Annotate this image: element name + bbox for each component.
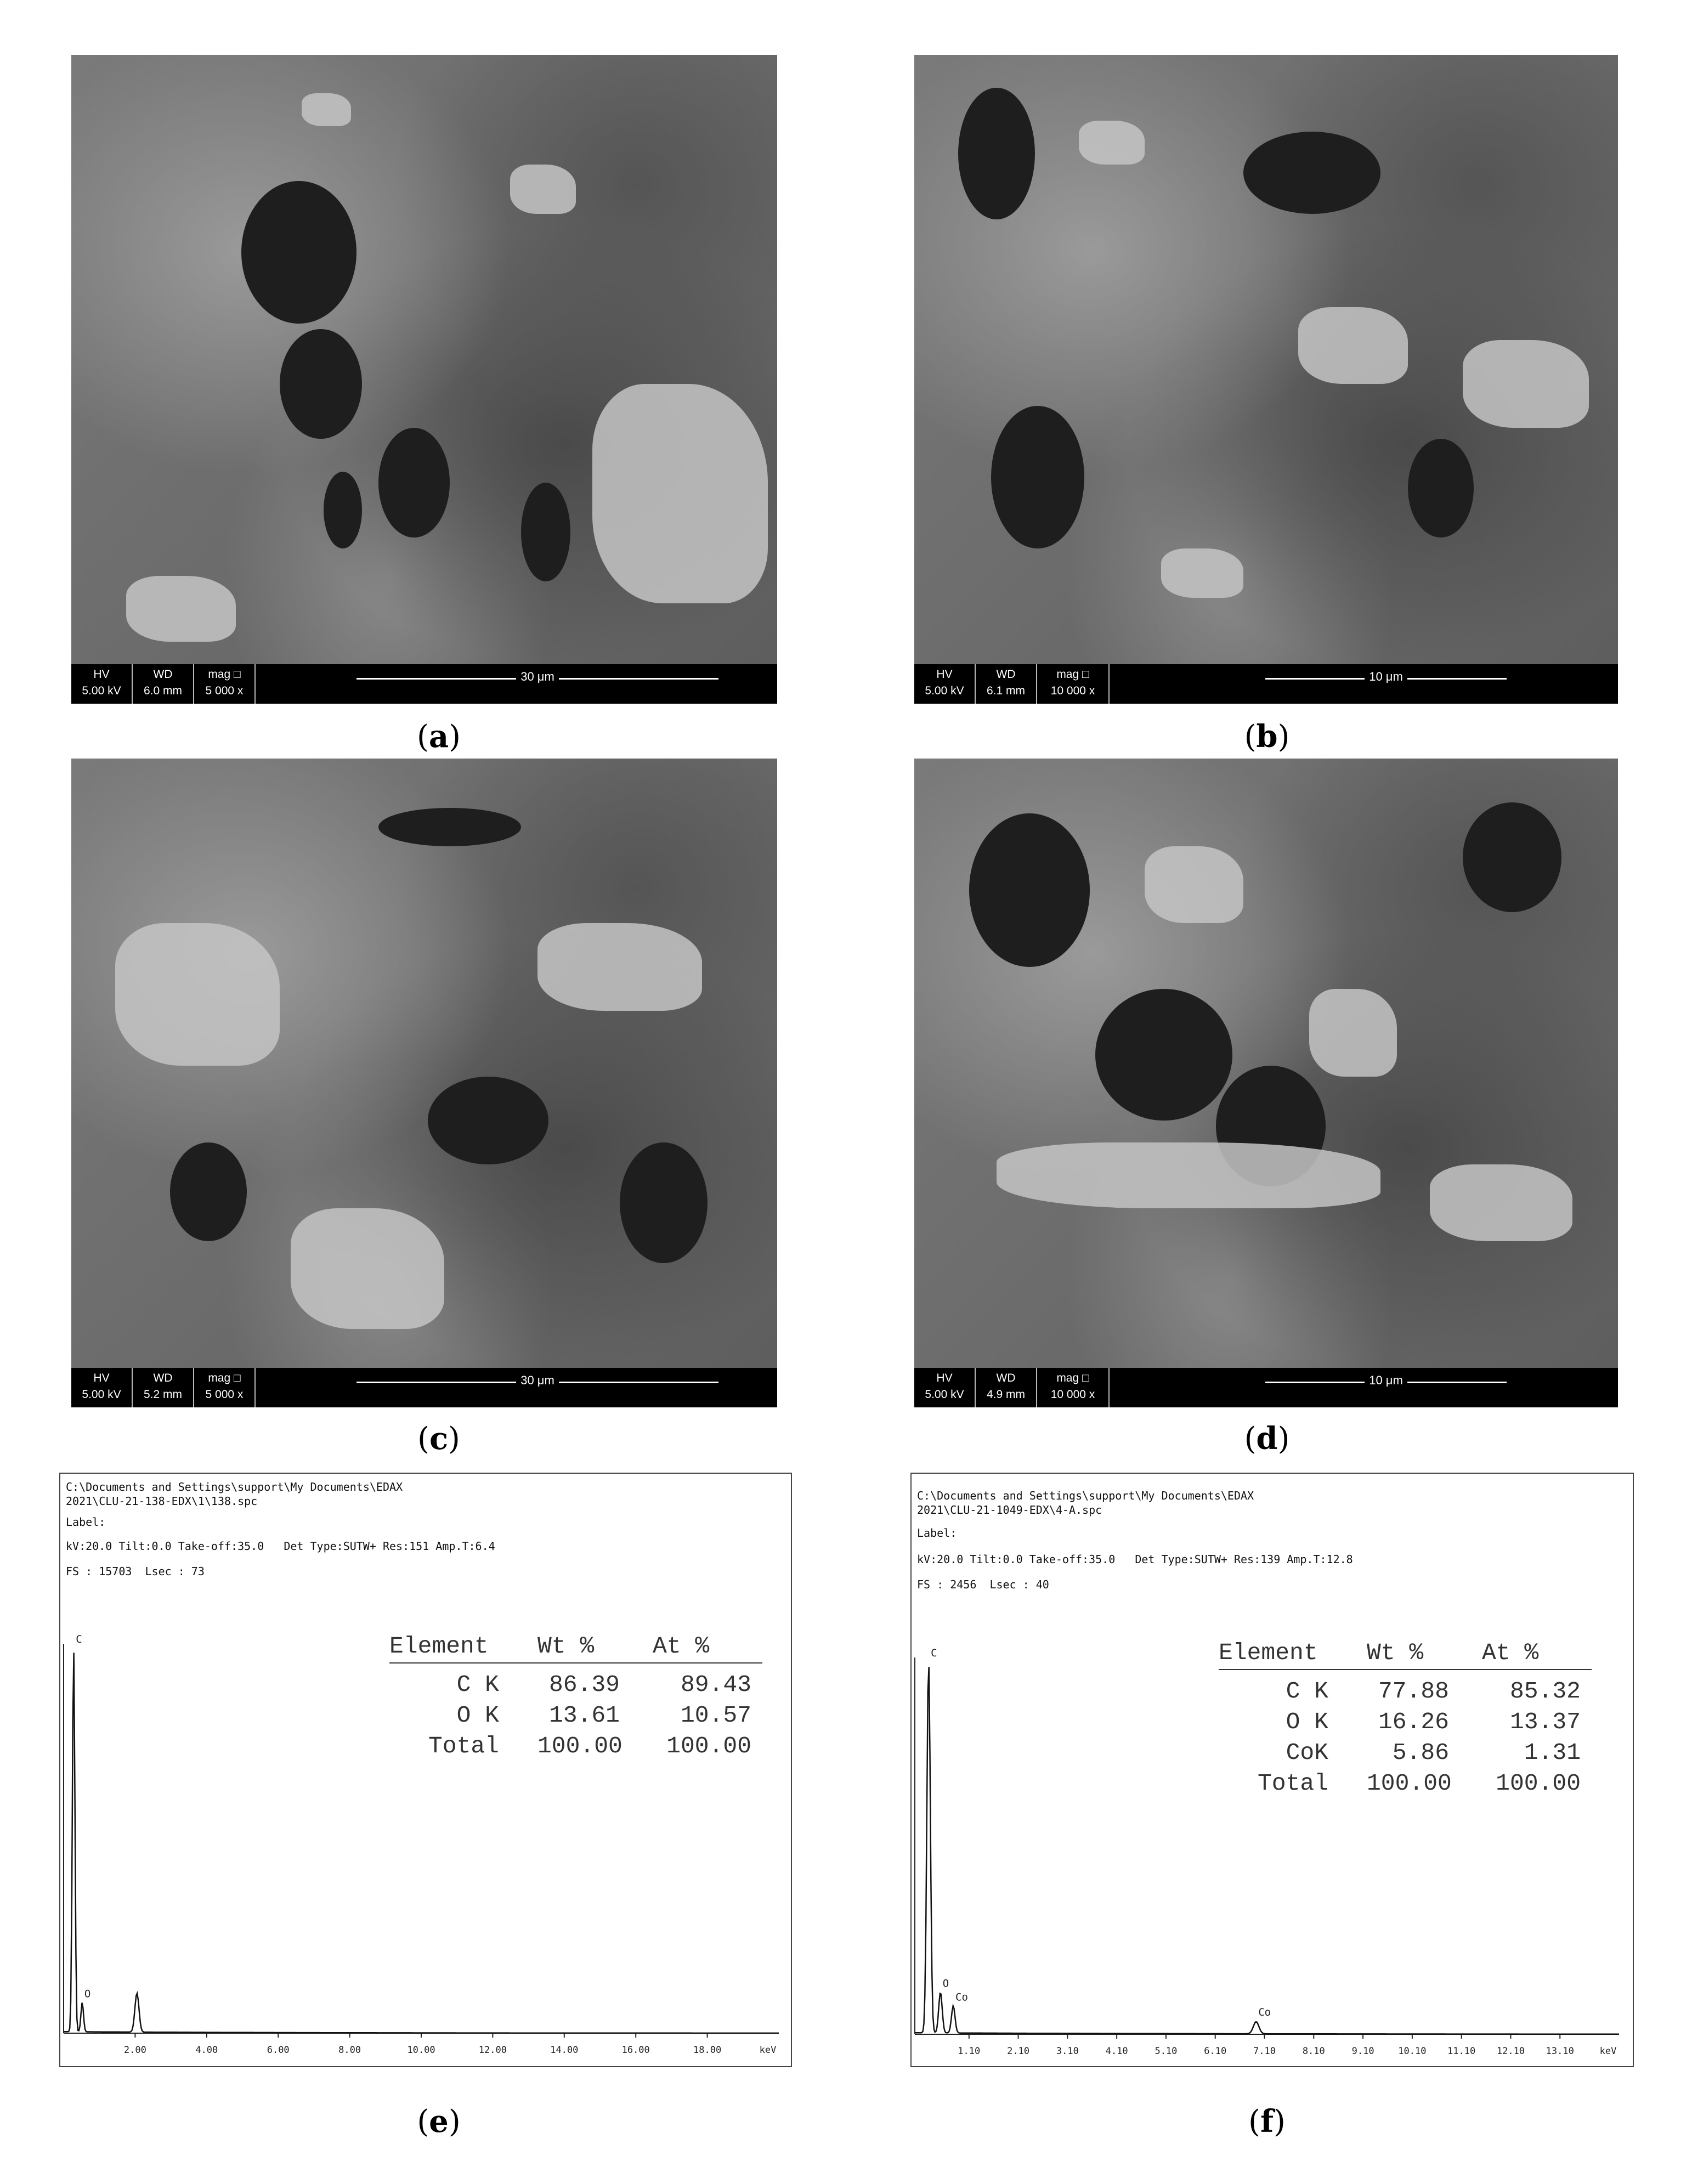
hv-label: HV — [93, 1372, 110, 1384]
sem-panel-a — [71, 55, 777, 704]
sem-info-bar-a — [71, 664, 777, 704]
x-tick-label: 2.10 — [1007, 2046, 1030, 2057]
mag-value: 5 000 x — [205, 1388, 244, 1401]
caption-c: (c) — [417, 1421, 460, 1457]
peak-label: Co — [955, 1991, 968, 2004]
edx-path-line-1: C:\Documents and Settings\support\My Documents\EDAX — [917, 1489, 1254, 1502]
caption-b: (b) — [1244, 718, 1290, 755]
edx-spectrum-chart — [60, 1474, 791, 2066]
mag-label: mag □ — [208, 668, 241, 681]
edx-panel-e — [59, 1473, 792, 2067]
table-cell: 13.37 — [1509, 1708, 1581, 1735]
sem-panel-b — [914, 55, 1618, 704]
table-cell: 100.00 — [666, 1733, 751, 1759]
sem-panel-d — [914, 759, 1618, 1407]
edx-path-line-2: 2021\CLU-21-1049-EDX\4-A.spc — [917, 1503, 1102, 1517]
x-tick-label: 12.10 — [1496, 2046, 1525, 2057]
table-header-cell: Element — [389, 1633, 489, 1660]
table-cell: 77.88 — [1378, 1678, 1449, 1705]
table-cell: 5.86 — [1392, 1739, 1449, 1766]
x-tick-label: 13.10 — [1546, 2046, 1574, 2057]
hv-label: HV — [936, 1372, 953, 1384]
table-cell: 100.00 — [1367, 1770, 1452, 1797]
edx-spectrum-chart — [912, 1474, 1633, 2066]
edx-label: Label: — [917, 1526, 957, 1540]
edx-params: kV:20.0 Tilt:0.0 Take-off:35.0 Det Type:SUTW+ Res:139 Amp.T:12.8 — [917, 1553, 1353, 1566]
sem-panel-c — [71, 759, 777, 1407]
wd-value: 4.9 mm — [986, 1388, 1025, 1401]
x-tick-label: 4.10 — [1105, 2046, 1128, 2057]
edx-fs: FS : 15703 Lsec : 73 — [66, 1565, 205, 1578]
mag-value: 10 000 x — [1050, 684, 1095, 697]
table-cell: Total — [1257, 1770, 1328, 1797]
table-cell: 85.32 — [1509, 1678, 1581, 1705]
table-cell: 16.26 — [1378, 1708, 1449, 1735]
x-axis-unit-label: keV — [759, 2045, 777, 2056]
sem-image-d — [914, 759, 1618, 1407]
wd-label: WD — [996, 668, 1016, 681]
sem-image-c — [71, 759, 777, 1407]
edx-params: kV:20.0 Tilt:0.0 Take-off:35.0 Det Type:SUTW+ Res:151 Amp.T:6.4 — [66, 1540, 495, 1553]
edx-path-line-1: C:\Documents and Settings\support\My Documents\EDAX — [66, 1480, 403, 1493]
x-tick-label: 8.10 — [1302, 2046, 1325, 2057]
x-tick-label: 6.00 — [267, 2045, 290, 2056]
x-tick-label: 11.10 — [1447, 2046, 1476, 2057]
hv-value: 5.00 kV — [82, 1388, 121, 1401]
x-tick-label: 10.10 — [1398, 2046, 1427, 2057]
table-cell: CoK — [1286, 1739, 1328, 1766]
table-cell: C K — [456, 1671, 499, 1698]
sem-info-bar-b — [914, 664, 1618, 704]
hv-label: HV — [93, 668, 110, 681]
table-cell: Total — [428, 1733, 499, 1759]
caption-e: (e) — [417, 2103, 461, 2140]
sem-info-bar-d — [914, 1368, 1618, 1407]
hv-label: HV — [936, 668, 953, 681]
mag-value: 5 000 x — [205, 684, 244, 697]
table-cell: 100.00 — [537, 1733, 623, 1759]
mag-label: mag □ — [1056, 1372, 1089, 1384]
peak-label: O — [84, 1988, 91, 2000]
x-tick-label: 8.00 — [338, 2045, 361, 2056]
table-header-cell: At % — [1482, 1639, 1539, 1666]
hv-value: 5.00 kV — [82, 684, 121, 697]
wd-label: WD — [153, 668, 173, 681]
x-tick-label: 9.10 — [1351, 2046, 1374, 2057]
x-tick-label: 5.10 — [1155, 2046, 1178, 2057]
table-cell: 89.43 — [680, 1671, 751, 1698]
x-tick-label: 4.00 — [195, 2045, 218, 2056]
caption-a: (a) — [416, 718, 461, 755]
scale-bar — [356, 1373, 718, 1390]
table-header-cell: Element — [1219, 1639, 1318, 1666]
caption-d: (d) — [1244, 1421, 1290, 1457]
wd-value: 6.1 mm — [986, 684, 1025, 697]
scale-label: 10 μm — [1365, 1373, 1407, 1387]
wd-value: 5.2 mm — [143, 1388, 182, 1401]
x-axis-unit-label: keV — [1599, 2046, 1617, 2057]
scale-bar — [356, 670, 718, 686]
spectrum-line — [64, 1653, 779, 2033]
mag-label: mag □ — [208, 1372, 241, 1384]
hv-value: 5.00 kV — [925, 1388, 964, 1401]
x-tick-label: 1.10 — [958, 2046, 981, 2057]
scale-label: 30 μm — [516, 670, 559, 683]
edx-path-line-2: 2021\CLU-21-138-EDX\1\138.spc — [66, 1495, 258, 1508]
x-tick-label: 7.10 — [1253, 2046, 1276, 2057]
peak-label: Co — [1258, 2006, 1271, 2018]
sem-image-b — [914, 55, 1618, 704]
spectrum-line — [915, 1667, 1619, 2034]
x-tick-label: 10.00 — [407, 2045, 435, 2056]
wd-label: WD — [996, 1372, 1016, 1384]
sem-info-bar-c — [71, 1368, 777, 1407]
table-cell: C K — [1286, 1678, 1328, 1705]
peak-label: C — [76, 1633, 82, 1645]
hv-value: 5.00 kV — [925, 684, 964, 697]
table-cell: O K — [1286, 1708, 1328, 1735]
x-tick-label: 14.00 — [550, 2045, 579, 2056]
peak-label: C — [931, 1647, 937, 1659]
scale-label: 30 μm — [516, 1373, 559, 1387]
table-header-cell: Wt % — [537, 1633, 595, 1660]
x-tick-label: 12.00 — [478, 2045, 507, 2056]
x-tick-label: 16.00 — [621, 2045, 650, 2056]
sem-image-a — [71, 55, 777, 704]
caption-f: (f) — [1248, 2103, 1286, 2140]
mag-label: mag □ — [1056, 668, 1089, 681]
scale-bar — [1265, 1373, 1507, 1390]
table-cell: 100.00 — [1496, 1770, 1581, 1797]
x-tick-label: 3.10 — [1056, 2046, 1079, 2057]
wd-value: 6.0 mm — [143, 684, 182, 697]
wd-label: WD — [153, 1372, 173, 1384]
table-cell: 13.61 — [548, 1702, 620, 1729]
edx-panel-f — [910, 1473, 1634, 2067]
edx-label: Label: — [66, 1515, 106, 1529]
x-tick-label: 2.00 — [123, 2045, 146, 2056]
x-tick-label: 18.00 — [693, 2045, 722, 2056]
table-cell: 1.31 — [1524, 1739, 1581, 1766]
table-cell: 86.39 — [548, 1671, 620, 1698]
scale-label: 10 μm — [1365, 670, 1407, 683]
table-header-cell: At % — [653, 1633, 710, 1660]
x-tick-label: 6.10 — [1204, 2046, 1227, 2057]
mag-value: 10 000 x — [1050, 1388, 1095, 1401]
table-cell: O K — [456, 1702, 499, 1729]
peak-label: O — [942, 1977, 949, 1990]
edx-fs: FS : 2456 Lsec : 40 — [917, 1578, 1049, 1591]
table-header-cell: Wt % — [1367, 1639, 1424, 1666]
scale-bar — [1265, 670, 1507, 686]
table-cell: 10.57 — [680, 1702, 751, 1729]
